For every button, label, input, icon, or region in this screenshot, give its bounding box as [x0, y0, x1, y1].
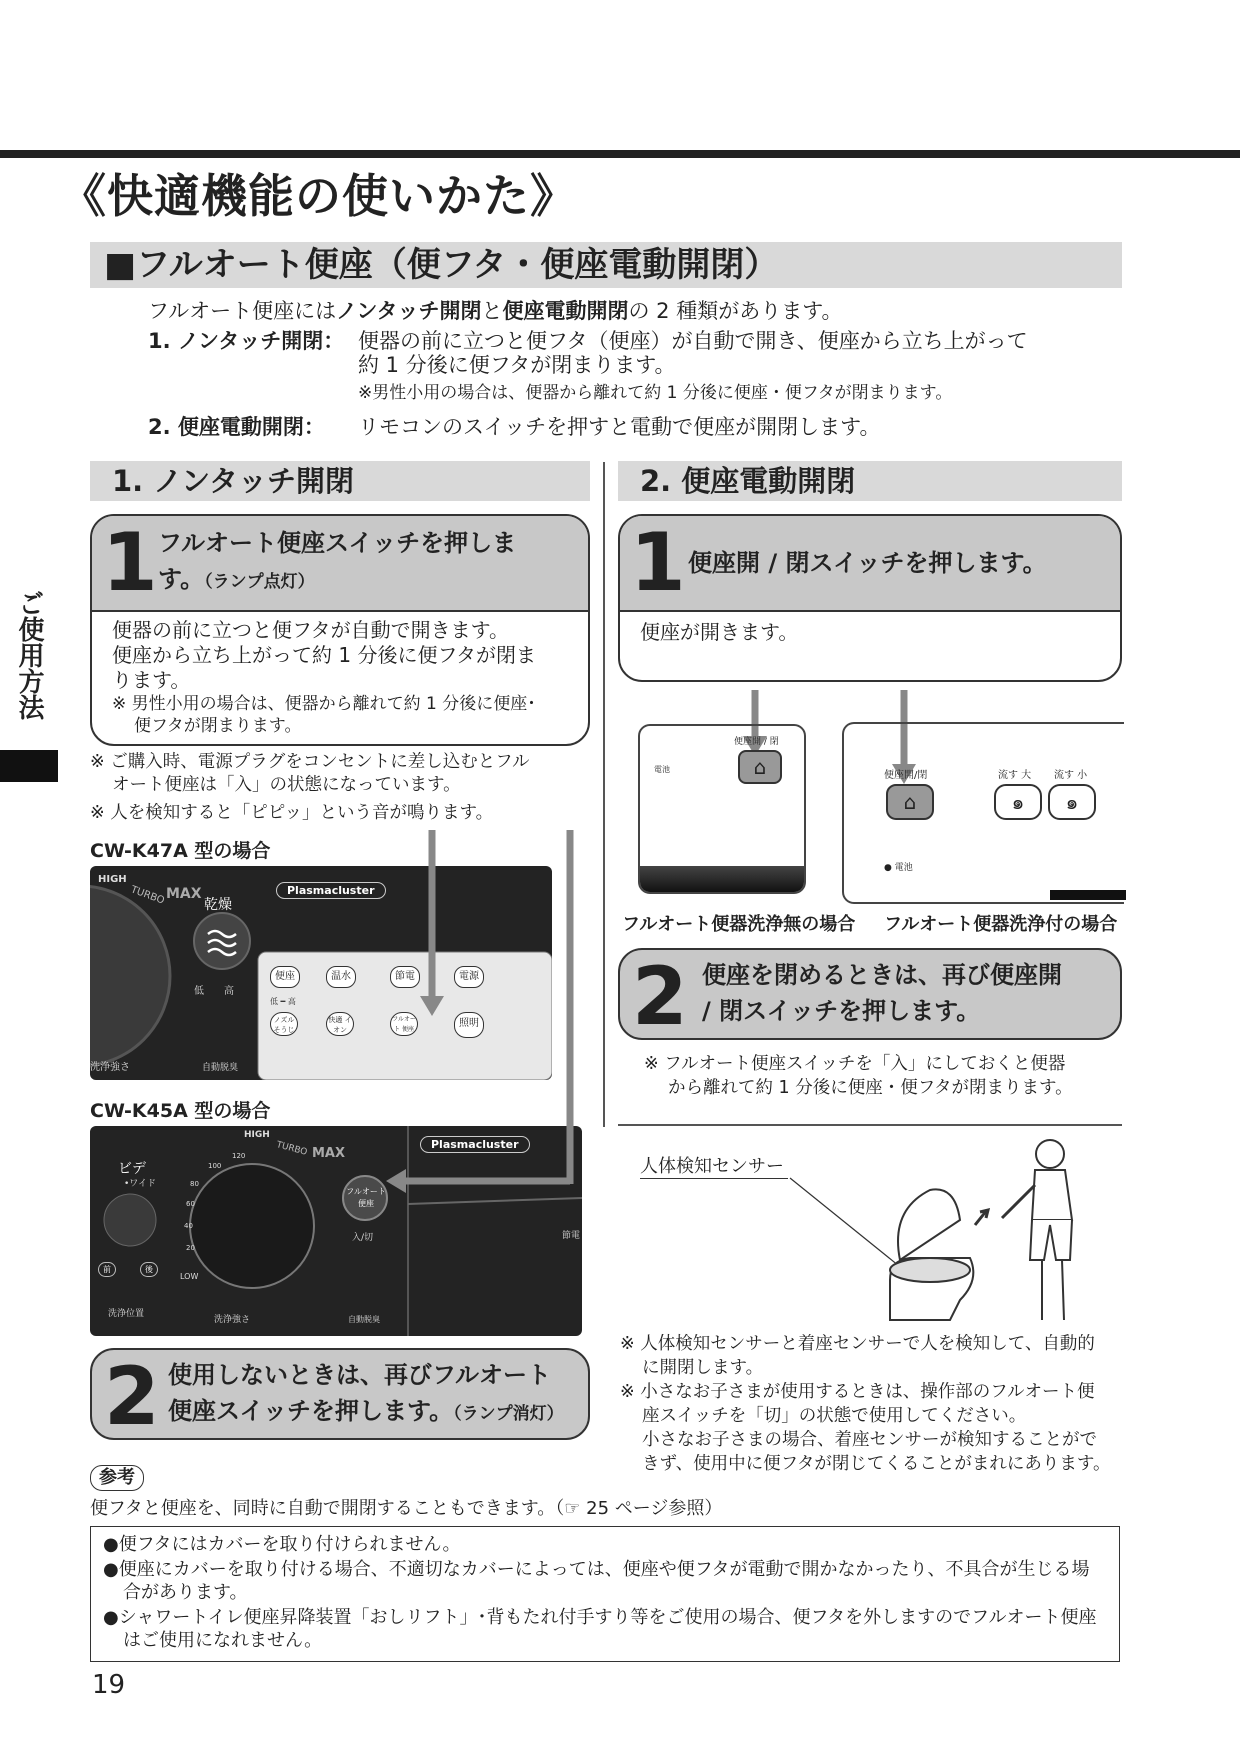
model2-pos: 洗浄位置: [108, 1309, 145, 1319]
model2-front[interactable]: 前: [98, 1262, 116, 1277]
section-title: ■フルオート便座（便フタ・便座電動開閉）: [104, 245, 779, 285]
model1-btn-power[interactable]: 電源: [454, 966, 484, 988]
sensor-label: 人体検知センサー: [640, 1152, 788, 1179]
model1-btn-auto-seat[interactable]: フルオート 便座: [390, 1012, 418, 1036]
def1-label: 1. ノンタッチ開閉：: [148, 329, 345, 353]
model2-onoff: 入/切: [352, 1233, 374, 1243]
intro-lead-b2: 便座電動開閉: [502, 299, 629, 323]
model2-low: LOW: [180, 1272, 199, 1281]
right-step1-title: 便座開 / 閉スイッチを押します。: [688, 549, 1047, 577]
model1-btn-nozzle[interactable]: ノズル そうじ: [270, 1012, 298, 1036]
right-step2-note1: ※ フルオート便座スイッチを「入」にしておくと便器: [644, 1054, 1066, 1074]
left-step1-number: 1: [102, 516, 158, 609]
remote2: [842, 722, 1124, 904]
right-divider: [618, 1124, 1122, 1126]
def1-text2: 約 1 分後に便フタが閉まります。: [358, 353, 676, 377]
page-number: 19: [92, 1670, 126, 1700]
right-note-2: に開閉します。: [642, 1358, 764, 1378]
remote2-caption: フルオート便器洗浄付の場合: [884, 914, 1118, 935]
right-note-4: 座スイッチを「切」の状態で使用してください。: [642, 1406, 1027, 1426]
right-notes: [620, 1332, 1120, 1476]
remote2-flush-big-label: 流す 大: [998, 770, 1032, 781]
remote2-bar: [1050, 890, 1126, 900]
right-step2-title1: 便座を閉めるときは、再び便座開: [702, 961, 1062, 989]
left-note-a1: ※ ご購入時、電源プラグをコンセントに差し込むとフル: [90, 752, 530, 772]
model2-wide: •ワイド: [124, 1179, 157, 1189]
right-note-3: ※ 小さなお子さまが使用するときは、操作部のフルオート便: [620, 1382, 1095, 1402]
remote2-label: 便座開/閉: [884, 770, 928, 781]
warning-1: ●便フタにはカバーを取り付けられません。: [103, 1534, 461, 1555]
model1-brand: Plasmacluster: [276, 882, 386, 899]
model2-auto1: フルオート: [346, 1187, 386, 1196]
model1-wash: 洗浄強さ: [90, 1062, 130, 1073]
model1-max: MAX: [166, 886, 202, 902]
model2-save: 節電: [562, 1231, 581, 1241]
model2-high: HIGH: [244, 1130, 270, 1140]
right-step1-header: [620, 516, 1120, 612]
left-heading: 1. ノンタッチ開閉: [90, 461, 590, 501]
left-step2-number: 2: [104, 1350, 160, 1440]
model2-brand: Plasmacluster: [420, 1136, 530, 1153]
model2-tick-40: 40: [184, 1222, 193, 1230]
model1-btn-light[interactable]: 照明: [454, 1012, 484, 1038]
left-step2-box: [90, 1348, 590, 1440]
right-step1-number: 1: [630, 516, 686, 609]
model2-tick-60: 60: [186, 1200, 195, 1208]
remote2-flush-small-button[interactable]: ๑: [1048, 784, 1096, 820]
left-step1-note2: 便フタが閉まります。: [134, 716, 302, 736]
reference-tag: 参考: [90, 1465, 144, 1491]
right-note-1: ※ 人体検知センサーと着座センサーで人を検知して、自動的: [620, 1334, 1095, 1354]
intro-lead-1: フルオート便座には: [148, 299, 337, 323]
remote1-bottom: [640, 866, 804, 892]
model1-turbo: TURBO: [129, 884, 166, 907]
right-note-5: 小さなお子さまの場合、着座センサーが検知することがで: [642, 1430, 1097, 1450]
model1-btn-save[interactable]: 節電: [390, 966, 420, 988]
left-step1-body3: ります。: [112, 668, 191, 692]
remote2-seat-button[interactable]: ⌂: [886, 784, 934, 820]
model2-tick-80: 80: [190, 1180, 199, 1188]
model1-lowhigh: 低 高: [194, 986, 234, 997]
left-step2-title-small: （ランプ消灯）: [453, 1404, 564, 1424]
reference-text: 便フタと便座を、同時に自動で開閉することもできます。（☞ 25 ページ参照）: [90, 1498, 723, 1519]
model2-max: MAX: [312, 1146, 346, 1161]
remote2-flush-big-button[interactable]: ๑: [994, 784, 1042, 820]
model1-scale: 低 ━ 高: [270, 997, 296, 1006]
model1-deodor: 自動脱臭: [202, 1063, 239, 1073]
left-step1-note1: ※ 男性小用の場合は、便器から離れて約 1 分後に便座･: [112, 694, 536, 714]
model2-label: CW-K45A 型の場合: [90, 1100, 271, 1122]
remote2-battery: ● 電池: [884, 863, 913, 873]
left-step2-title2-wrap: [168, 1394, 564, 1431]
intro-lead-2: と: [481, 299, 503, 323]
right-step2-note2: から離れて約 1 分後に便座・便フタが閉まります。: [668, 1078, 1073, 1098]
sensor-illustration: [780, 1130, 1120, 1330]
left-step1-title1: フルオート便座スイッチを押しま: [158, 529, 517, 557]
warning-2: ●便座にカバーを取り付ける場合、不適切なカバーによっては、便座や便フタが電動で開かなかったり、不具合が生じる場合があります。: [103, 1559, 1090, 1603]
remote2-flush-small-label: 流す 小: [1054, 770, 1088, 781]
left-step1-title-small: （ランプ点灯）: [204, 572, 315, 592]
model1-btn-ion[interactable]: 快適 イオン: [326, 1012, 354, 1036]
remote1-seat-button[interactable]: ⌂: [738, 750, 782, 784]
model2-bidet: ビデ: [118, 1161, 146, 1177]
model2-tick-120: 120: [232, 1152, 246, 1160]
remote1: [638, 724, 806, 894]
right-heading: 2. 便座電動開閉: [618, 461, 1122, 501]
model2-auto2: 便座: [358, 1199, 374, 1208]
right-step1-body: 便座が開きます。: [640, 620, 799, 644]
model1-btn-water[interactable]: 温水: [326, 966, 356, 988]
remote1-caption: フルオート便器洗浄無の場合: [622, 914, 856, 935]
model2-back[interactable]: 後: [140, 1262, 158, 1277]
side-tab-label: ご使用方法: [14, 590, 44, 720]
def2-label: 2. 便座電動開閉：: [148, 415, 325, 439]
model2-turbo: TURBO: [275, 1140, 309, 1158]
page-title: 《快適機能の使いかた》: [60, 169, 577, 223]
def1-note: ※男性小用の場合は、便器から離れて約 1 分後に便座・便フタが閉まります。: [358, 383, 953, 403]
left-step1-body2: 便座から立ち上がって約 1 分後に便フタが閉ま: [112, 643, 537, 667]
intro-lead-3: の 2 種類があります。: [628, 299, 843, 323]
model1-high: HIGH: [98, 874, 127, 885]
left-step1-title2: す。: [158, 565, 205, 593]
left-note-b: ※ 人を検知すると「ピピッ」という音が鳴ります。: [90, 803, 494, 823]
left-step2-title1: 使用しないときは、再びフルオート: [168, 1361, 552, 1389]
left-step1-body1: 便器の前に立つと便フタが自動で開きます。: [112, 618, 509, 642]
model1-dry: 乾燥: [204, 897, 232, 913]
right-step2-number: 2: [632, 950, 688, 1040]
model2-wash: 洗浄強さ: [214, 1315, 251, 1325]
right-step2-box: [618, 948, 1122, 1040]
right-note-6: きず、使用中に便フタが閉じてくることがまれにあります。: [642, 1454, 1111, 1474]
remote1-label: 便座開 / 閉: [734, 737, 779, 747]
remote1-side: 電池: [654, 765, 670, 774]
model2-tick-100: 100: [208, 1162, 222, 1170]
model1-btn-seat[interactable]: 便座: [270, 966, 300, 988]
intro-lead-b1: ノンタッチ開閉: [336, 299, 482, 323]
right-step1-box: [618, 514, 1122, 682]
warning-3: ●シャワートイレ便座昇降装置「おしリフト」･背もたれ付手すり等をご使用の場合、便フタを外しますのでフルオート便座はご使用になれません。: [103, 1607, 1097, 1651]
def2-text: リモコンのスイッチを押すと電動で便座が開閉します。: [358, 415, 881, 439]
left-step2-title2: 便座スイッチを押します。: [168, 1397, 454, 1425]
model2-deodor: 自動脱臭: [348, 1315, 380, 1324]
def1-text1: 便器の前に立つと便フタ（便座）が自動で開き、便座から立ち上がって: [358, 329, 1028, 353]
model2-tick-20: 20: [186, 1244, 195, 1252]
left-note-a2: オート便座は「入」の状態になっています。: [112, 775, 461, 795]
warning-box: [90, 1526, 1120, 1662]
right-step2-title2: / 閉スイッチを押します。: [702, 997, 981, 1025]
model1-label: CW-K47A 型の場合: [90, 840, 271, 862]
